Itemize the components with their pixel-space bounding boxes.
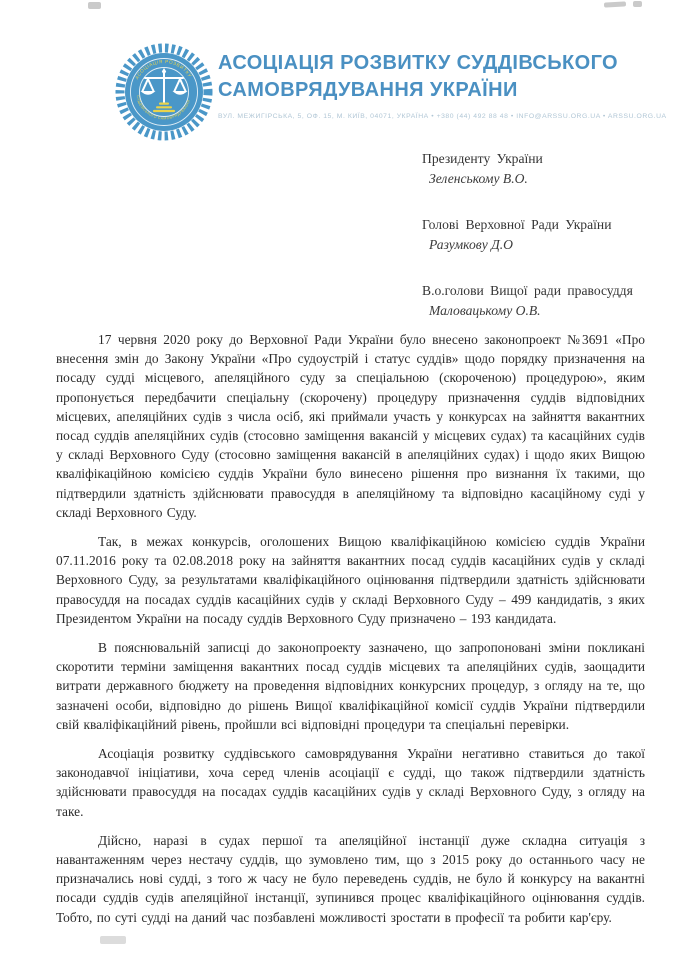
scan-artifact: [100, 936, 126, 944]
paragraph-1: 17 червня 2020 року до Верховної Ради України було внесено законопроект №3691 «Про внесення змін до Закону України «Про судоустрій і статус суддів» щодо порядку призначення на посаду судді місцевого, апеляційного суду за спеціальною (скороченою) процедурою», яким пропонується передбачити спеціальну (скорочену) процедуру призначення суддів відповідних місцевих, апеляційних судів з числа осіб, які приймали участь у конкурсах на зайняття вакантних посад суддів апеляційних судів (стосовно заміщення вакансій у місцевих судах) та касаційних судів у складі Верховного Суду (стосовно заміщення вакансій в апеляційних судах) і щодо яких Вищою кваліфікаційною комісією суддів України було винесено рішення про визнання їх такими, що підтвердили здатність здійснювати правосуддя в апеляційному та відповідно касаційному суді у складі Верховного Суду.: [56, 332, 645, 520]
recipient-president: [422, 149, 652, 189]
paragraph-5: Дійсно, наразі в судах першої та апеляційної інстанції дуже складна ситуація з навантаженням через нестачу суддів, що зумовлено тим, що з 2015 року до останнього часу не призначались нові судді, з того ж часу не було переведень суддів, не було й конкурсу на вакантні посади суддів судів апеляційної інстанції, зупинився процес кваліфікаційного оцінювання суддів. Тобто, по суті судді на даний час позбавлені можливості зростати в професії та робити кар'єру.: [56, 832, 645, 925]
scales-of-justice-icon: [114, 42, 214, 142]
logo-ring-text-bottom: СУДДІВСЬКОГО САМОВРЯДУВАННЯ: [135, 94, 192, 121]
org-logo: [114, 42, 214, 142]
recipient-name: Разумкову Д.О: [429, 237, 513, 252]
scan-artifact: [633, 1, 642, 7]
scan-artifact: [604, 1, 626, 7]
paragraph-4: Асоціація розвитку суддівського самоврядування України негативно ставиться до такої законодавчої ініціативи, хоча серед членів асоціації є судді, що також підтвердили здатність здійснювати правосуддя на посадах суддів касаційних судів у складі Верховного Суду, з огляду на таке.: [56, 746, 645, 819]
scan-artifact: [88, 2, 101, 9]
org-name-line2: САМОВРЯДУВАННЯ УКРАЇНИ: [218, 79, 518, 101]
org-name-line1: АСОЦІАЦІЯ РОЗВИТКУ СУДДІВСЬКОГО: [218, 52, 619, 74]
recipients-block: [422, 149, 652, 347]
paragraph-2: Так, в межах конкурсів, оголошених Вищою кваліфікаційною комісією суддів України 07.11.2016 року та 02.08.2018 року на зайняття вакантних посад суддів касаційних судів у складі Верховного Суду, за результатами кваліфікаційного оцінювання підтвердили здатність здійснювати правосуддя на посадах суддів касаційних судів у складі Верховного Суду – 499 кандидатів, з яких Президентом України на посаду суддів Верховного Суду призначено – 193 кандидата.: [56, 534, 645, 626]
logo-ring-text-top: АСОЦІАЦІЯ РОЗВИТКУ: [134, 58, 193, 81]
org-header: [218, 50, 667, 120]
org-contact-line: ВУЛ. МЕЖИГІРСЬКА, 5, ОФ. 15, М. КИЇВ, 04071, УКРАЇНА • +380 (44) 492 88 48 • INFO@ARSSU.ORG.UA • ARSSU.ORG.UA: [218, 113, 667, 120]
recipient-name: Зеленському В.О.: [429, 171, 528, 186]
recipient-title: Голові Верховної Ради України: [422, 217, 612, 232]
recipient-parliament-head: [422, 215, 652, 255]
recipient-name: Маловацькому О.В.: [429, 303, 541, 318]
recipient-title: В.о.голови Вищої ради правосуддя: [422, 283, 633, 298]
paragraph-3: В пояснювальній записці до законопроекту зазначено, що запропоновані зміни покликані скоротити терміни заміщення вакантних посад суддів місцевих та апеляційних судів, заощадити витрати державного бюджету на проведення відповідних конкурсних процедур, з огляду на те, що зазначені особи, відповідно до рішень Вищої кваліфікаційної комісії суддів України підтвердили свій кваліфікаційний рівень, пройшли всі відповідні процедури та спеціальні перевірки.: [56, 640, 645, 732]
letter-body: [56, 330, 645, 937]
recipient-justice-council-head: [422, 281, 652, 321]
recipient-title: Президенту України: [422, 151, 543, 166]
